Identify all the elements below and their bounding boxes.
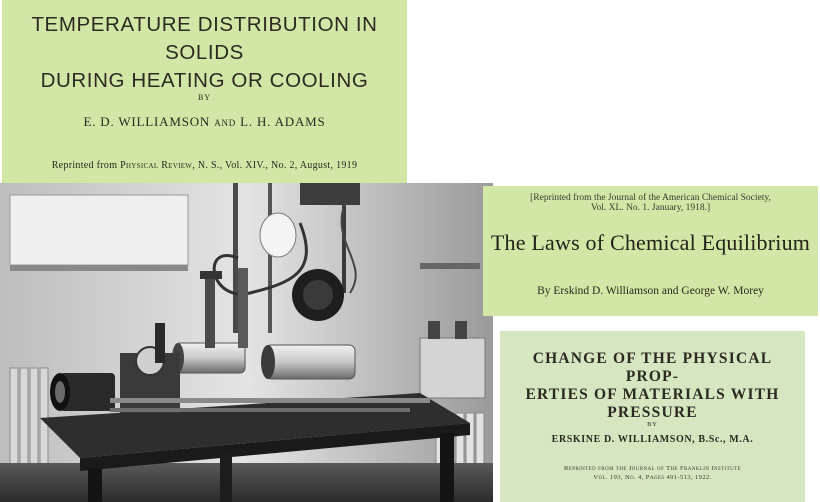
reprint-note: [2, 160, 407, 171]
reprint-prefix: Reprinted from: [51, 160, 118, 171]
paper-title: [2, 11, 407, 95]
paper-title-line-2: ERTIES OF MATERIALS WITH: [525, 386, 780, 403]
reprint-journal: Physical Review: [120, 160, 193, 171]
authors-line: By Erskind D. Williamson and George W. Morey: [537, 285, 764, 297]
by-label: BY: [647, 421, 658, 428]
paper-title: The Laws of Chemical Equilibrium: [490, 230, 811, 255]
laboratory-apparatus-photo: [0, 183, 493, 502]
reprint-details: , N. S., Vol. XIV., No. 2, August, 1919: [192, 160, 358, 171]
paper-title-line-2: DURING HEATING OR COOLING: [40, 69, 369, 92]
reprint-note: [500, 464, 805, 482]
authors-and: and: [214, 114, 237, 129]
by-label: BY: [197, 93, 212, 102]
reprint-header-line-2: Vol. XL. No. 1. January, 1918.]: [590, 203, 711, 213]
reprint-note-line-2: Vol. 193, No. 4, Pages 491-513, 1922.: [593, 474, 712, 481]
reprint-header-line-1: [Reprinted from the Journal of the American Chemical Society,: [530, 193, 771, 203]
title-slip-chemical-equilibrium: [483, 186, 818, 316]
title-slip-physical-properties: [500, 331, 805, 502]
reprint-note-line-1: Reprinted from the Journal of The Franklin Institute: [564, 465, 741, 472]
author-line: ERSKINE D. WILLIAMSON, B.Sc., M.A.: [551, 434, 754, 445]
photo-illustration: [0, 183, 493, 502]
title-slip-temperature-distribution: [2, 0, 407, 183]
paper-title-line-3: PRESSURE: [607, 404, 698, 421]
paper-title: [506, 350, 799, 422]
paper-title-line-1: TEMPERATURE DISTRIBUTION IN SOLIDS: [31, 13, 378, 64]
author-adams: L. H. ADAMS: [240, 114, 326, 129]
reprint-header: [483, 193, 818, 213]
authors-line: [2, 114, 407, 130]
paper-title-line-1: CHANGE OF THE PHYSICAL PROP-: [532, 350, 773, 385]
author-williamson: E. D. WILLIAMSON: [83, 114, 211, 129]
